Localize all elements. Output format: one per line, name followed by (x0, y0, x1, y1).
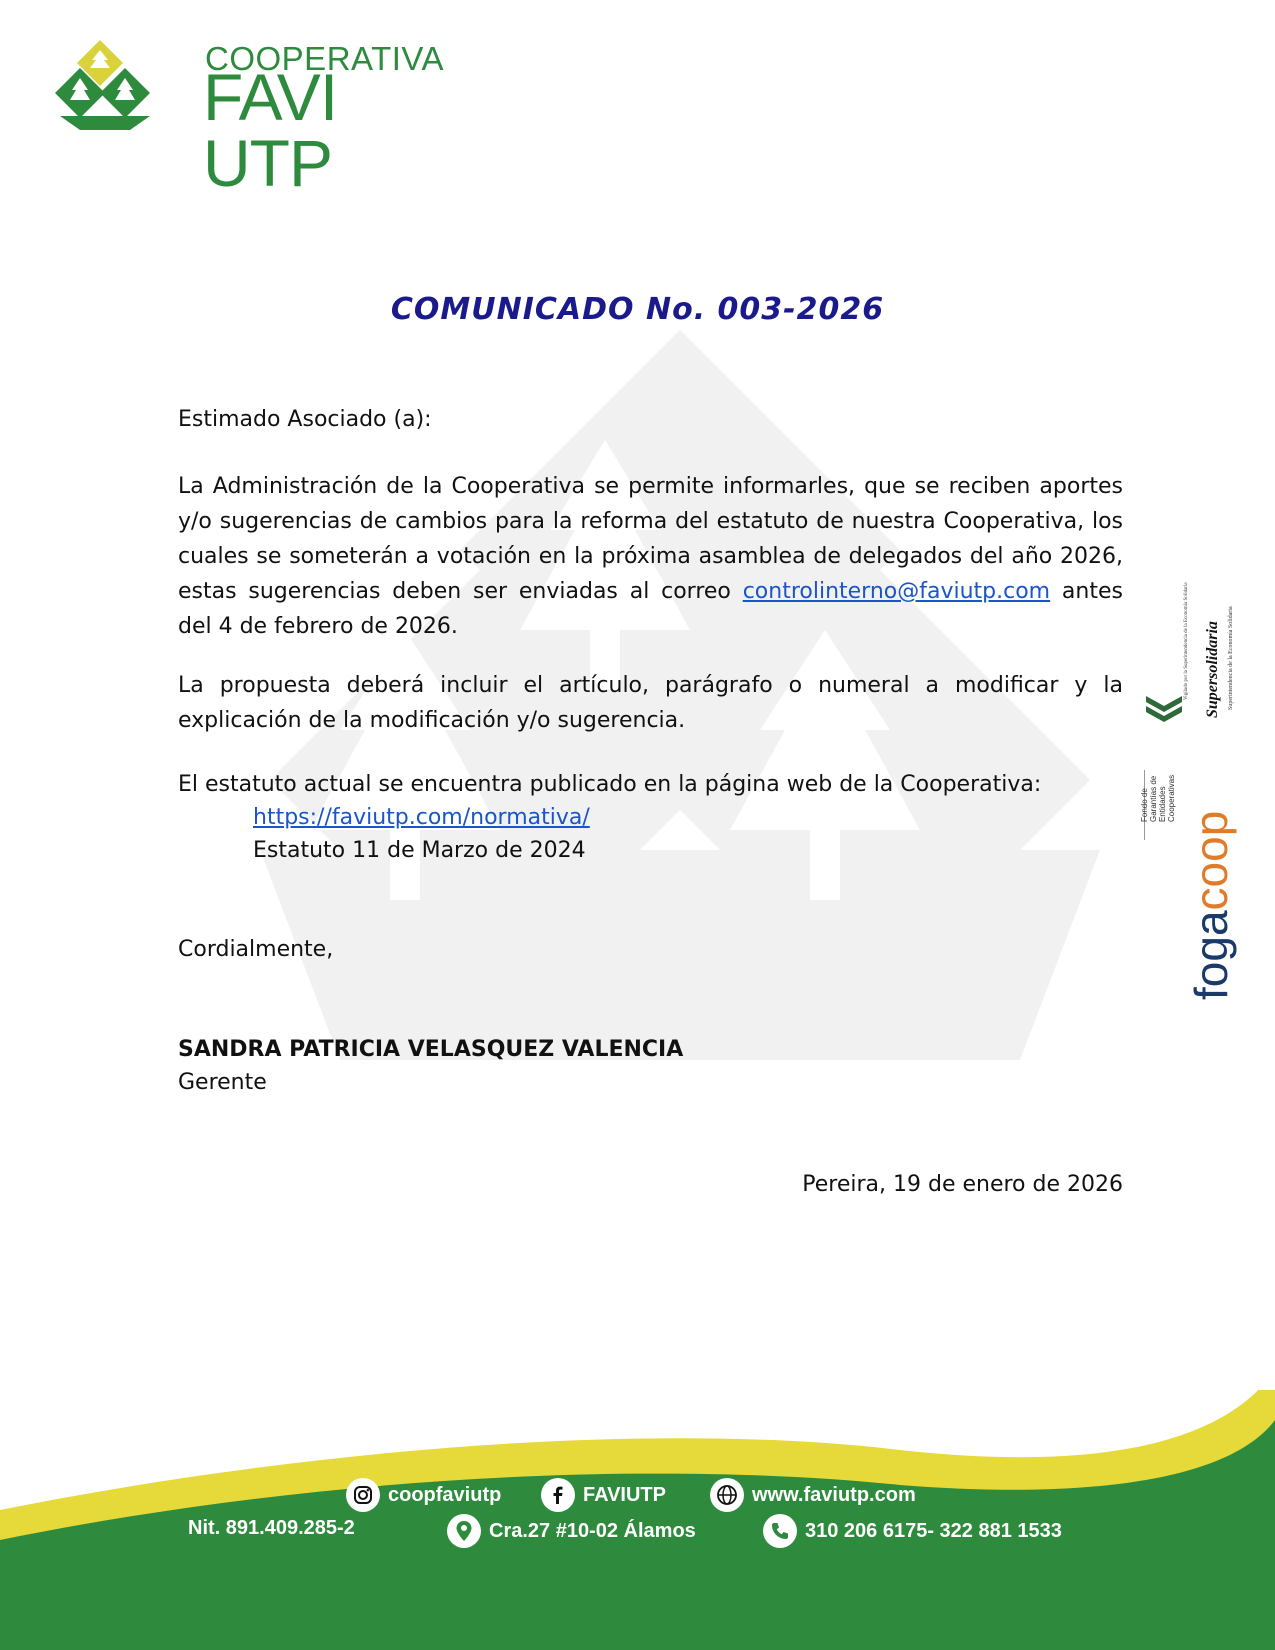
fogacoop-tagline: Fondo de Garantías de Entidades Cooperativas (1140, 774, 1176, 822)
phone-text: 310 206 6175- 322 881 1533 (805, 1519, 1062, 1542)
email-link[interactable]: controlinterno@faviutp.com (742, 579, 1051, 604)
fogacoop-coop: coop (1185, 810, 1237, 911)
signer-name: SANDRA PATRICIA VELASQUEZ VALENCIA (178, 1037, 684, 1062)
instagram-handle: coopfaviutp (388, 1483, 502, 1506)
paragraph-1 (178, 469, 1123, 644)
logo-title-line2: FAVI UTP (203, 60, 338, 200)
place-date: Pereira, 19 de enero de 2026 (802, 1172, 1123, 1197)
supersolidaria-emblem-icon (1142, 688, 1186, 728)
fogacoop-logo (1184, 811, 1238, 1000)
footer-address (447, 1514, 696, 1548)
document-title: COMUNICADO No. 003-2026 (390, 292, 885, 327)
paragraph-1-text: La Administración de la Cooperativa se permite informarles, que se reciben aportes y/o sugerencias de cambios para la reforma del estatuto de nuestra Cooperativa, los cuales se someterán a votación en la próxima asamblea de delegados del año 2026, estas sugerencias deben ser enviadas al correo (178, 474, 1123, 604)
paragraph-2: La propuesta deberá incluir el artículo, parágrafo o numeral a modificar y la explicación de la modificación y/o sugerencia. (178, 673, 1123, 733)
statute-reference: Estatuto 11 de Marzo de 2024 (253, 838, 586, 863)
supersolidaria-logo-text: Supersolidaria (1204, 621, 1221, 718)
footer-website[interactable] (710, 1478, 916, 1512)
phone-icon (763, 1514, 797, 1548)
globe-icon (710, 1478, 744, 1512)
normativa-link[interactable]: https://faviutp.com/normativa/ (253, 805, 590, 830)
footer-phone[interactable] (763, 1514, 1062, 1548)
supersolidaria-small-text: Vigilado por la Superintendencia de la Economía Solidaria (1184, 582, 1189, 700)
footer-nit (188, 1517, 355, 1540)
instagram-icon (346, 1478, 380, 1512)
cooperativa-logo (55, 38, 444, 200)
address-text: Cra.27 #10-02 Álamos (489, 1519, 696, 1542)
footer-facebook[interactable] (541, 1478, 666, 1512)
normativa-link-line (178, 800, 1198, 835)
tree-diamonds-icon (55, 38, 205, 130)
footer (0, 1390, 1275, 1650)
closing: Cordialmente, (178, 937, 334, 962)
paragraph-1-end: antes del 4 de febrero de 2026. (178, 579, 1123, 639)
logo-title-line1: COOPERATIVA (205, 40, 444, 77)
paragraph-3: El estatuto actual se encuentra publicado en la página web de la Cooperativa: (178, 772, 1042, 797)
nit-text: Nit. 891.409.285-2 (188, 1517, 355, 1539)
supersolidaria-tagline: Superintendencia de la Economía Solidaria (1228, 606, 1234, 710)
footer-instagram[interactable] (346, 1478, 501, 1512)
signer-role: Gerente (178, 1070, 267, 1095)
fogacoop-foga: foga (1185, 910, 1237, 1000)
facebook-handle: FAVIUTP (583, 1483, 666, 1506)
facebook-icon (541, 1478, 575, 1512)
website-url: www.faviutp.com (752, 1483, 916, 1506)
greeting: Estimado Asociado (a): (178, 407, 432, 432)
side-logos (1140, 582, 1250, 1060)
location-pin-icon (447, 1514, 481, 1548)
